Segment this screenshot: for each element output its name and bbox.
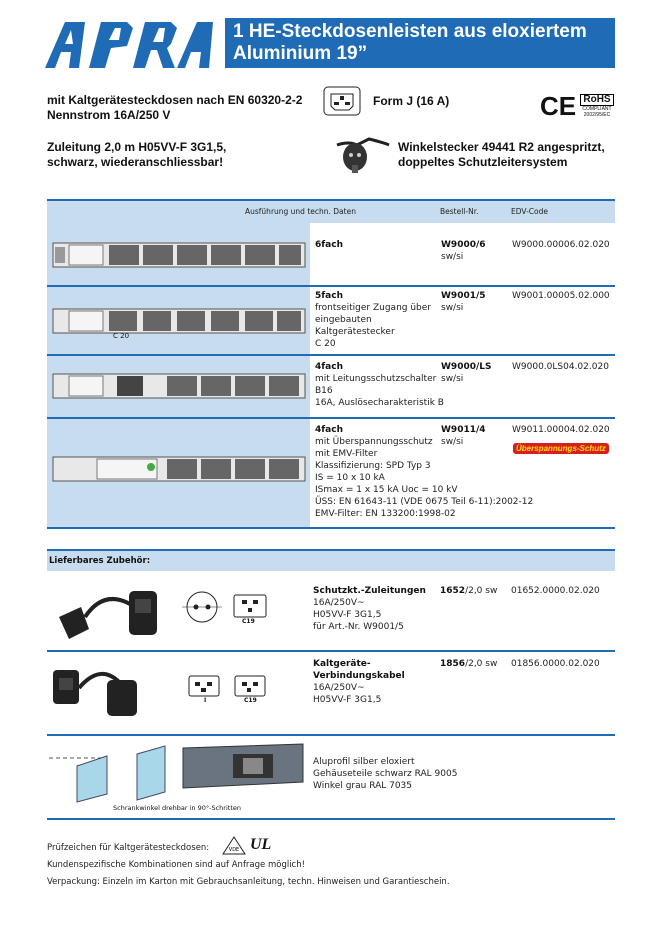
- row-desc: mit Überspannungsschutz mit EMV-Filter Klassifizierung: SPD Typ 3 IS = 10 x 10 kA ISmax = 1 x 15 kA Uoc = 10 kV ÜSS: EN 61643-11 (VDE 0675 Teil 6-11):2002-12 EMV-Filter: EN 133200:1998-02: [315, 437, 534, 519]
- mounting-section: [47, 736, 615, 818]
- accessory-edv: 01652.0000.02.020: [511, 586, 600, 596]
- svg-text:®: ®: [203, 22, 213, 33]
- spec-line-2: Nennstrom 16A/250 V: [47, 108, 171, 122]
- edv-code: W9001.00005.02.000: [512, 291, 610, 301]
- c19-label: C19: [244, 697, 257, 704]
- rohs-sub-1: COMPLIANT: [582, 106, 612, 112]
- title-line-1: 1 HE-Steckdosenleisten aus eloxiertem: [233, 21, 587, 42]
- rohs-sub-2: 2002/95/EC: [583, 112, 611, 118]
- product-image: [47, 419, 310, 527]
- accessory-item: [47, 652, 615, 732]
- color-code: sw/si: [441, 303, 464, 313]
- vde-text: VDE: [228, 847, 240, 853]
- page-title: [225, 18, 615, 68]
- table-header: [47, 199, 615, 223]
- table-row: [47, 419, 615, 529]
- table-row: [47, 221, 615, 287]
- row-desc: mit Leitungsschutzschalter B16 16A, Auslösecharakteristik B: [315, 374, 444, 408]
- order-number: W9000/LS: [441, 362, 492, 372]
- edv-code: W9011.00004.02.020: [512, 425, 610, 435]
- product-image: [47, 356, 310, 417]
- plug-line-1: Winkelstecker 49441 R2 angespritzt,: [398, 140, 605, 154]
- accessory-title: Schutzkt.-Zuleitungen: [313, 586, 426, 596]
- edv-code: W9000.0LS04.02.020: [512, 362, 609, 372]
- power-strip-surge-icon: [47, 419, 310, 527]
- lead-block: [47, 140, 226, 170]
- edv-code: W9000.00006.02.020: [512, 240, 610, 250]
- spec-line-1: mit Kaltgerätesteckdosen nach EN 60320-2-2: [47, 93, 303, 107]
- lead-line-2: schwarz, wiederanschliessbar!: [47, 155, 224, 169]
- order-number: W9001/5: [441, 291, 486, 301]
- accessory-order-suffix: /2,0 sw: [465, 586, 498, 596]
- power-strip-5-icon: [47, 287, 310, 354]
- row-title: 4fach: [315, 425, 343, 435]
- col-order: Bestell-Nr.: [440, 207, 479, 216]
- divider: [47, 818, 615, 820]
- row-title: 6fach: [315, 240, 343, 250]
- rohs-text: RoHS: [580, 94, 614, 106]
- angled-plug-icon: [335, 135, 391, 175]
- color-code: sw/si: [441, 252, 464, 262]
- accessory-order: 1856: [440, 659, 466, 669]
- footer-custom: Kundenspezifische Kombinationen sind auf Anfrage möglich!: [47, 860, 306, 870]
- apra-logo: [45, 18, 215, 70]
- plug-block: [398, 140, 605, 170]
- accessory-order: 1652: [440, 586, 466, 596]
- socket-form-j-icon: [323, 86, 361, 116]
- surge-protection-badge: Überspannungs-Schutz: [513, 443, 609, 454]
- title-line-2: Aluminium 19”: [233, 43, 368, 64]
- plug-diagram-icon: [182, 589, 272, 629]
- spec-block: [47, 93, 302, 123]
- c20-label: I: [204, 697, 207, 704]
- accessory-edv: 01856.0000.02.020: [511, 659, 600, 669]
- rohs-badge: [580, 94, 614, 118]
- accessories-heading: [47, 549, 615, 571]
- footer-packaging: Verpackung: Einzeln im Karton mit Gebrauchsanleitung, techn. Hinweisen und Garantieschein.: [47, 877, 450, 887]
- power-strip-ls-icon: [47, 356, 310, 417]
- ce-mark: CE: [540, 91, 577, 121]
- plug-line-2: doppeltes Schutzleitersystem: [398, 155, 568, 169]
- c19-label: C19: [242, 618, 255, 625]
- accessory-title: Kaltgeräte-: [313, 659, 371, 669]
- color-code: sw/si: [441, 437, 464, 447]
- connector-cable-icon: [51, 658, 161, 724]
- c20-label: C 20: [113, 332, 130, 340]
- power-strip-6-icon: [47, 221, 310, 285]
- vde-mark-icon: [222, 836, 246, 856]
- row-desc: frontseitiger Zugang über eingebauten Kaltgerätestecker C 20: [315, 303, 432, 349]
- connector-diagram-icon: [187, 674, 277, 702]
- row-title: 5fach: [315, 291, 343, 301]
- accessories-heading-text: Lieferbares Zubehör:: [49, 556, 151, 566]
- order-number: W9011/4: [441, 425, 486, 435]
- accessory-desc: 16A/250V~ H05VV-F 3G1,5 für Art.-Nr. W9001/5: [313, 598, 404, 632]
- profile-text: Aluprofil silber eloxiert Gehäuseteile schwarz RAL 9005 Winkel grau RAL 7035: [313, 757, 458, 791]
- lead-line-1: Zuleitung 2,0 m H05VV-F 3G1,5,: [47, 140, 227, 154]
- col-desc: Ausführung und techn. Daten: [245, 207, 356, 216]
- schuko-cable-icon: [55, 577, 165, 643]
- order-number: W9000/6: [441, 240, 486, 250]
- product-image: [47, 287, 310, 354]
- footer-certification: Prüfzeichen für Kaltgerätesteckdosen:: [47, 843, 210, 853]
- mounting-bracket-icon: [47, 742, 307, 808]
- product-image: [47, 221, 310, 285]
- accessory-item: [47, 571, 615, 649]
- mount-caption: Schrankwinkel drehbar in 90°-Schritten: [113, 804, 241, 812]
- accessory-order-suffix: /2,0 sw: [465, 659, 498, 669]
- accessory-desc: 16A/250V~ H05VV-F 3G1,5: [313, 683, 382, 705]
- ul-mark: UL: [250, 836, 272, 853]
- table-row: [47, 287, 615, 356]
- table-row: [47, 356, 615, 419]
- color-code: sw/si: [441, 374, 464, 384]
- row-title: 4fach: [315, 362, 343, 372]
- col-edv: EDV-Code: [511, 207, 548, 216]
- form-label: Form J (16 A): [373, 94, 450, 108]
- accessory-title-2: Verbindungskabel: [313, 671, 405, 681]
